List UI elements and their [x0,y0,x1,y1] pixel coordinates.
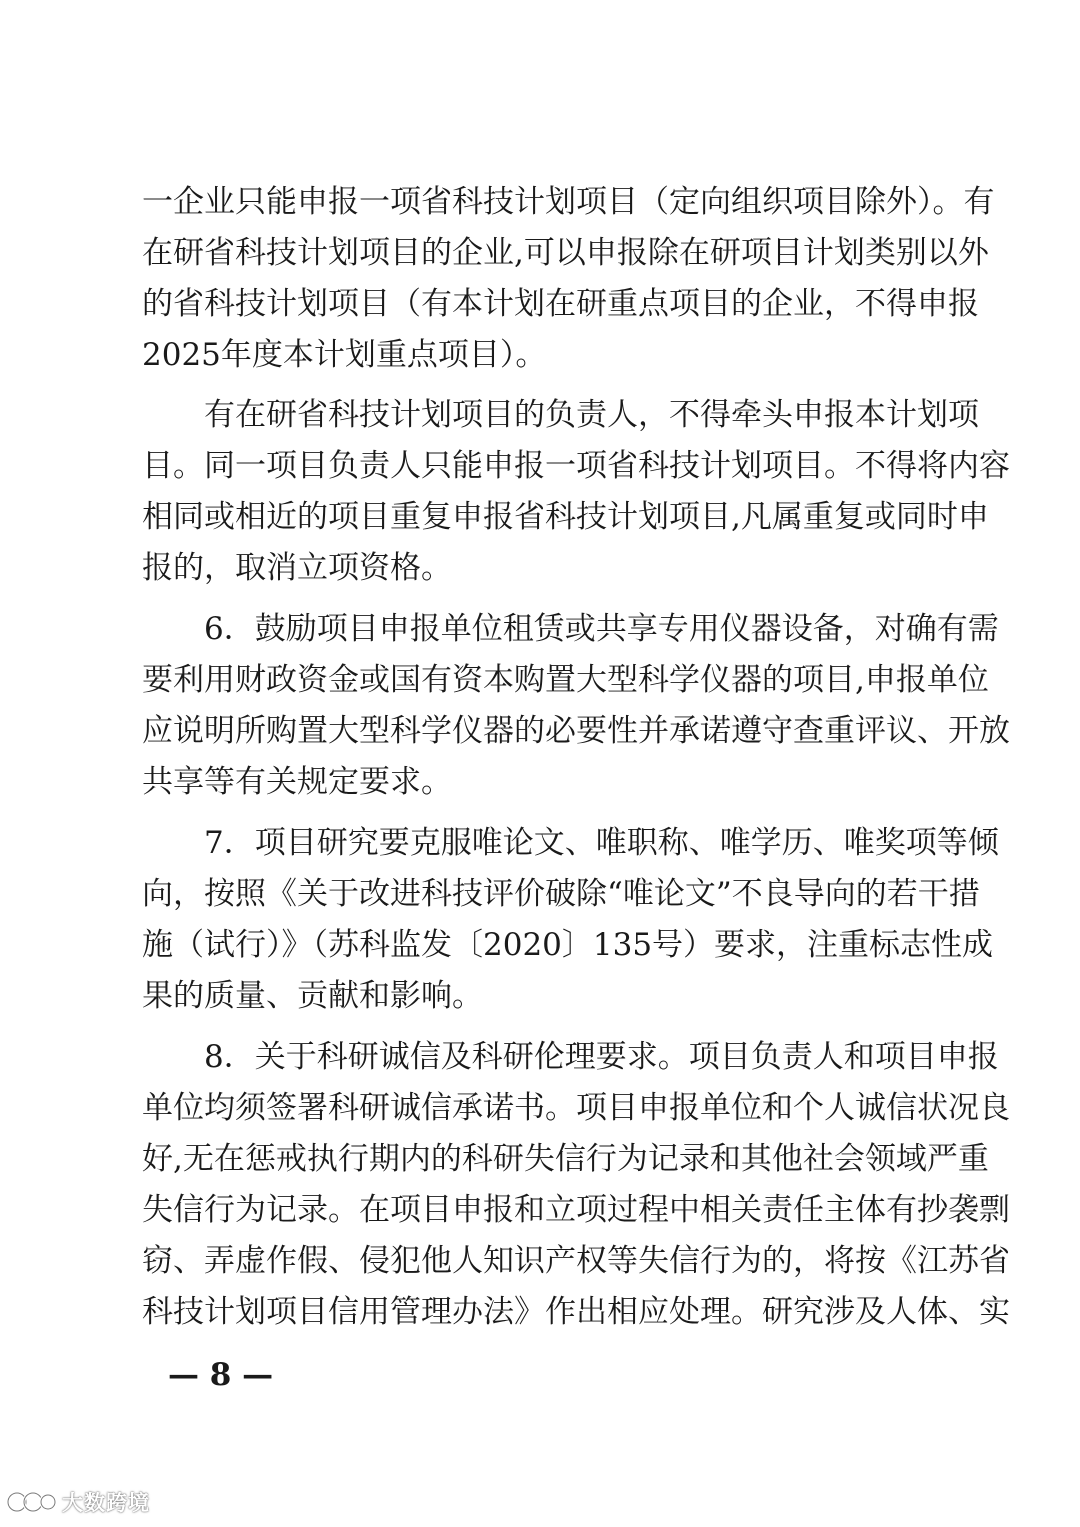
text-line-2: 在研省科技计划项目的企业,可以申报除在研项目计划类别以外 [142,235,989,271]
text-line-5: 有在研省科技计划项目的负责人，不得牵头申报本计划项 [204,397,979,433]
text-line-1: 一企业只能申报一项省科技计划项目（定向组织项目除外）。有 [142,184,995,220]
text-line-19: 好,无在惩戒执行期内的科研失信行为记录和其他社会领域严重 [142,1141,989,1177]
text-line-11: 应说明所购置大型科学仪器的必要性并承诺遵守查重评议、开放 [142,713,1010,749]
text-line-17: 8．关于科研诚信及科研伦理要求。项目负责人和项目申报 [204,1039,999,1075]
text-line-15: 施（试行）》（苏科监发〔2020〕135号）要求，注重标志性成 [142,927,994,963]
text-line-12: 共享等有关规定要求。 [142,764,452,800]
text-line-7: 相同或相近的项目重复申报省科技计划项目,凡属重复或同时申 [142,499,989,535]
text-line-21: 窃、弄虚作假、侵犯他人知识产权等失信行为的，将按《江苏省 [142,1243,1010,1279]
text-line-20: 失信行为记录。在项目申报和立项过程中相关责任主体有抄袭剽 [142,1192,1010,1228]
text-line-8: 报的，取消立项资格。 [142,550,452,586]
watermark [6,1487,150,1517]
text-line-13: 7．项目研究要克服唯论文、唯职称、唯学历、唯奖项等倾 [204,825,999,861]
text-line-3: 的省科技计划项目（有本计划在研重点项目的企业，不得申报 [142,286,979,322]
text-line-22: 科技计划项目信用管理办法》作出相应处理。研究涉及人体、实 [142,1294,1010,1330]
watermark-logo-icon [6,1489,58,1515]
text-line-16: 果的质量、贡献和影响。 [142,978,483,1014]
watermark-text: 大数跨境 [62,1491,150,1515]
text-line-18: 单位均须签署科研诚信承诺书。项目申报单位和个人诚信状况良 [142,1090,1010,1126]
page-number: — 8 — [168,1357,274,1393]
text-line-4: 2025年度本计划重点项目）。 [142,337,547,373]
text-line-9: 6．鼓励项目申报单位租赁或共享专用仪器设备，对确有需 [204,611,999,647]
text-line-14: 向，按照《关于改进科技评价破除“唯论文”不良导向的若干措 [142,876,980,912]
text-line-6: 目。同一项目负责人只能申报一项省科技计划项目。不得将内容 [142,448,1010,484]
text-line-10: 要利用财政资金或国有资本购置大型科学仪器的项目,申报单位 [142,662,989,698]
